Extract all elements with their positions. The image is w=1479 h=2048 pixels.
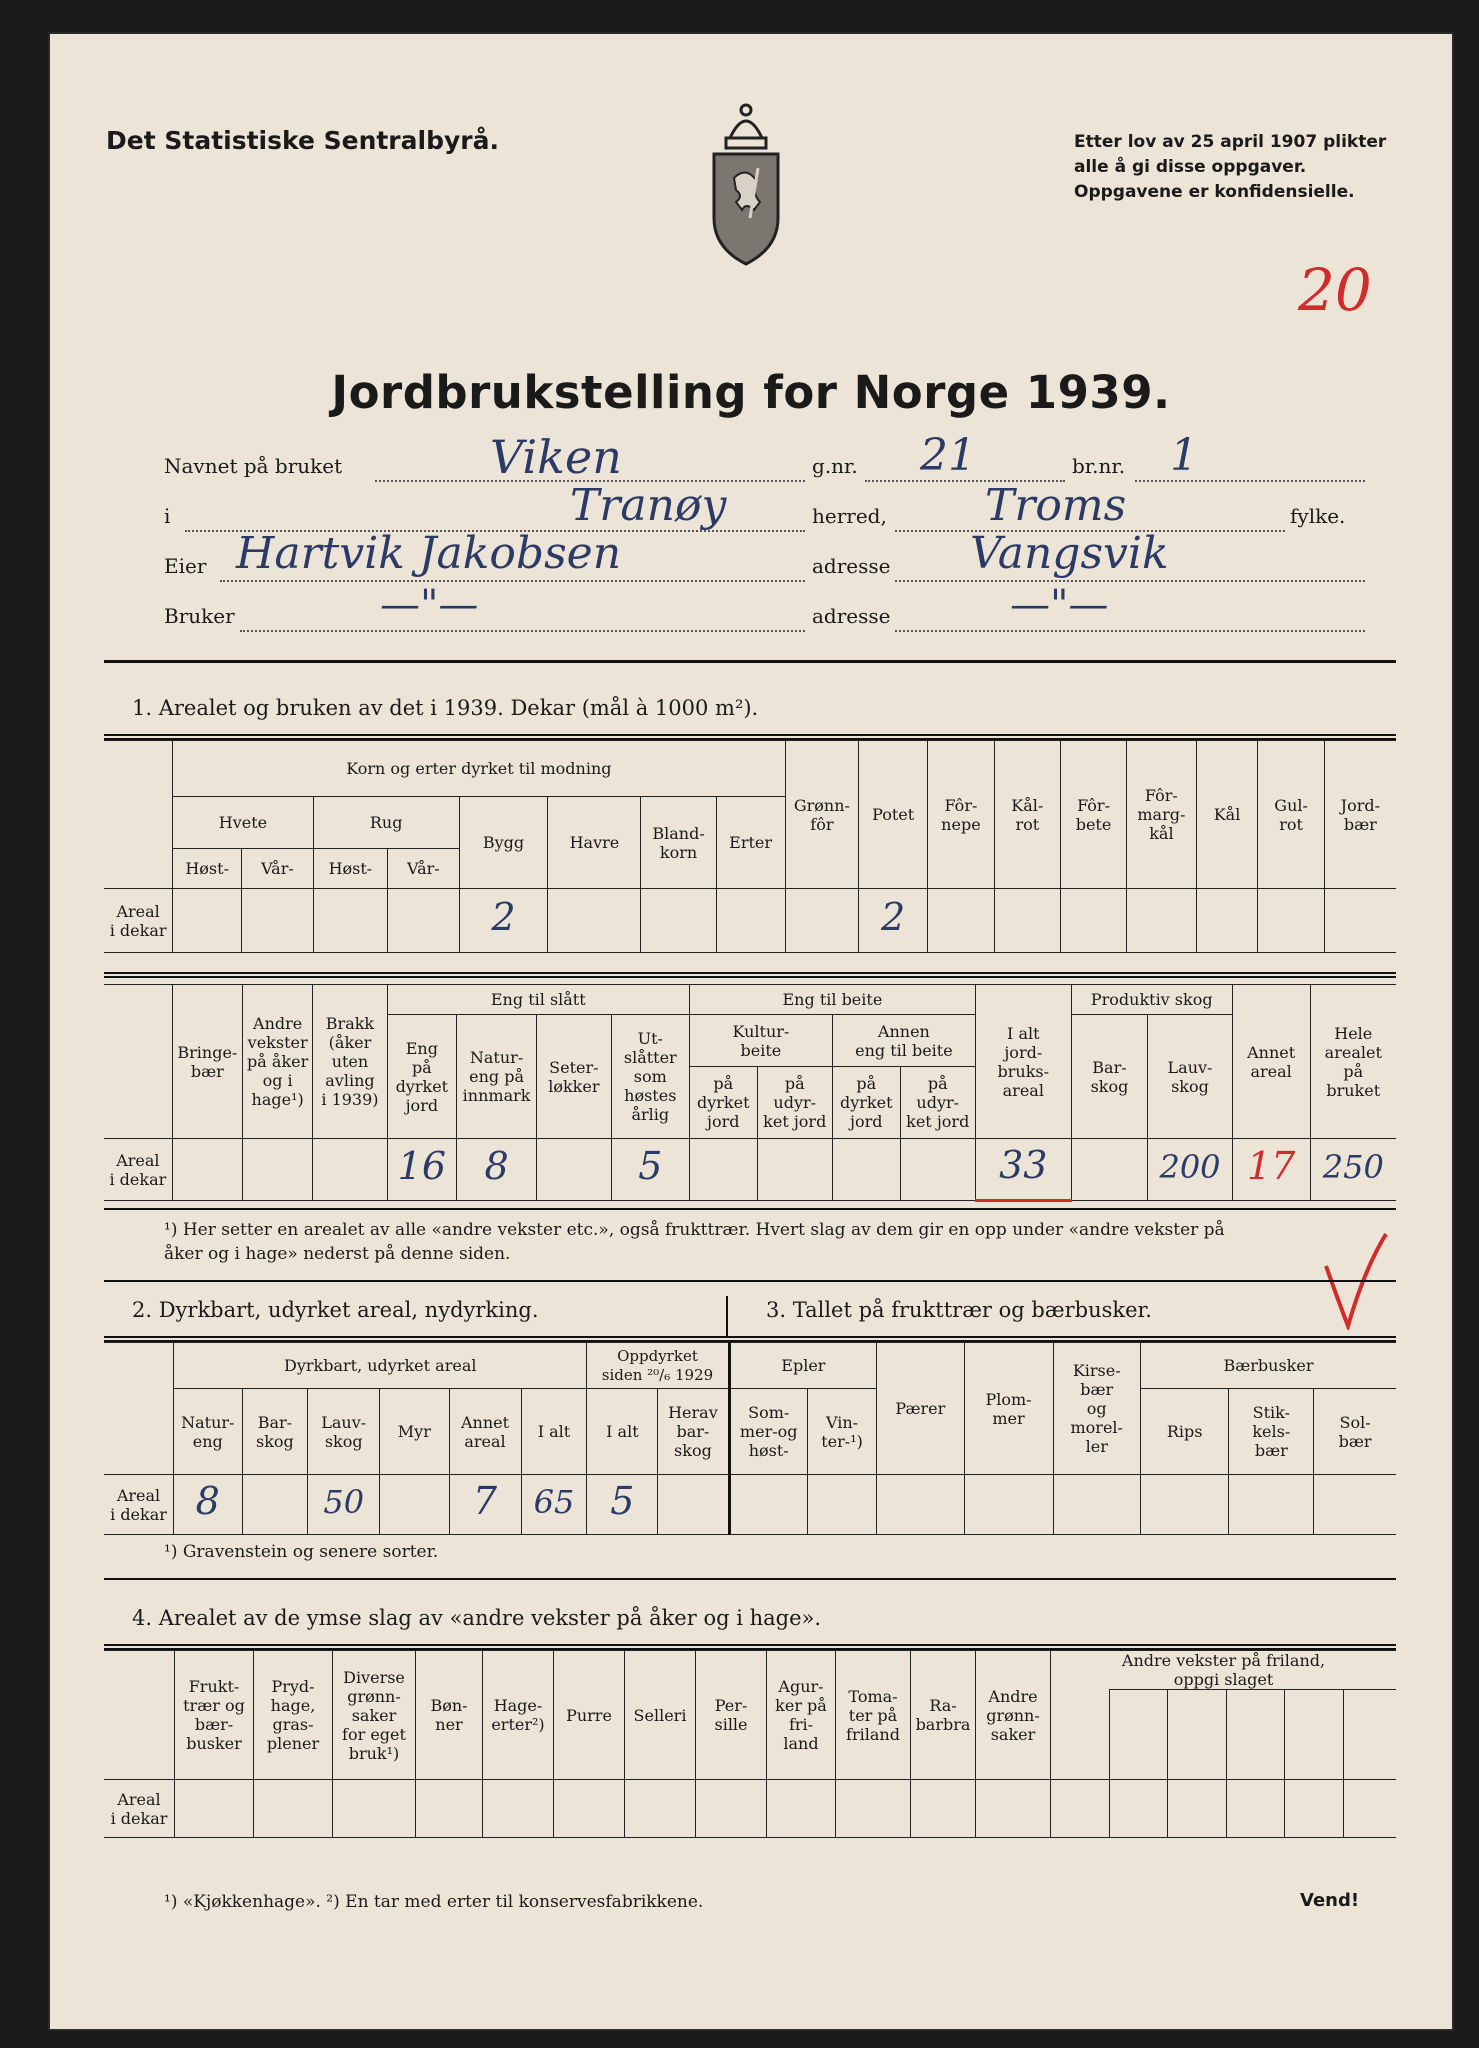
gnr-label: g.nr.	[812, 454, 858, 478]
t4-cell[interactable]	[1168, 1780, 1227, 1838]
header-divider	[104, 660, 1396, 663]
t2-annen-eng: Annen eng til beite	[832, 1015, 975, 1067]
t1-rug-host: Høst-	[313, 849, 387, 889]
t2-seterlokker: Seter- løkker	[537, 1015, 612, 1139]
t2-cell[interactable]	[313, 1139, 387, 1201]
t4-cell[interactable]	[1343, 1780, 1396, 1838]
eier-value[interactable]: Hartvik Jakobsen	[236, 528, 622, 579]
i-label: i	[164, 504, 171, 528]
t1-cell[interactable]	[388, 889, 460, 953]
t4-col-persille: Per- sille	[696, 1651, 767, 1780]
dyrkbart-naturgeng-value: 8	[195, 1478, 220, 1523]
t3-col-barskog: Bar- skog	[242, 1389, 308, 1475]
brnr-value[interactable]: 1	[1170, 430, 1198, 481]
section-divider	[726, 1296, 728, 1336]
confidentiality-notice	[1074, 130, 1386, 205]
t4-col-rabarbra: Ra- barbra	[911, 1651, 976, 1780]
t4-cell[interactable]	[976, 1780, 1051, 1838]
t1-cell[interactable]	[1196, 889, 1258, 953]
t4-cell[interactable]	[836, 1780, 911, 1838]
t1-korn-group: Korn og erter dyrket til modning	[173, 741, 785, 797]
notice-line-2: alle å gi disse oppgaver.	[1074, 157, 1307, 177]
eng-dyrket-value: 16	[397, 1143, 447, 1188]
t4-cell[interactable]	[1285, 1780, 1344, 1838]
section1-footnote: ¹) Her setter en arealet av alle «andre vekster etc.», også frukttrær. Hvert slag av dem gir en opp under «andre vekster på	[164, 1220, 1225, 1240]
t4-cell[interactable]	[175, 1780, 254, 1838]
bruker-line	[240, 630, 805, 632]
t2-cell-hele[interactable]	[1310, 1139, 1396, 1201]
navnet-value[interactable]: Viken	[490, 430, 622, 484]
t1-rug: Rug	[313, 797, 459, 849]
t3-cell[interactable]	[1314, 1475, 1396, 1535]
t4-col-agurker: Agur- ker på fri- land	[767, 1651, 836, 1780]
t4-friland-slot[interactable]	[1226, 1690, 1285, 1780]
t3-cell-herav[interactable]	[658, 1475, 729, 1535]
t2-row-label: Areal i dekar	[104, 1139, 172, 1201]
t3-row-label: Areal i dekar	[104, 1475, 174, 1535]
brnr-label: br.nr.	[1072, 454, 1126, 478]
t4-cell[interactable]	[767, 1780, 836, 1838]
t3-cell[interactable]	[964, 1475, 1053, 1535]
t2-cell-i-alt[interactable]	[975, 1139, 1071, 1201]
t2-cell[interactable]	[689, 1139, 757, 1201]
t3-col-i-alt: I alt	[521, 1389, 587, 1475]
i-alt-value: 33	[999, 1143, 1048, 1187]
dyrkbart-lauvskog-value: 50	[323, 1482, 365, 1521]
section2-heading: 2. Dyrkbart, udyrket areal, nydyrking.	[132, 1298, 539, 1322]
t1-blandkorn: Bland- korn	[641, 797, 716, 889]
table-crop-areas	[104, 740, 1396, 953]
bruker-value[interactable]: —"—	[380, 582, 479, 628]
t3-col-vinter: Vin- ter-¹)	[807, 1389, 876, 1475]
t2-utslatter: Ut- slåtter som høstes årlig	[611, 1015, 689, 1139]
t2-cell[interactable]	[537, 1139, 612, 1201]
section2-footnote: ¹) Gravenstein og senere sorter.	[164, 1542, 439, 1562]
t3-cell[interactable]	[1140, 1475, 1228, 1535]
form-title: Jordbrukstelling for Norge 1939.	[331, 366, 1171, 419]
t3-col-rips: Rips	[1140, 1389, 1228, 1475]
t1-col-formargkal: Fôr- marg- kål	[1127, 741, 1196, 889]
t3-cell[interactable]	[807, 1475, 876, 1535]
t3-cell-lauvskog[interactable]	[308, 1475, 380, 1535]
t3-cell-annet[interactable]	[449, 1475, 521, 1535]
t1-cell[interactable]	[1060, 889, 1126, 953]
t4-cell[interactable]	[911, 1780, 976, 1838]
t2-bringebaer: Bringe- bær	[172, 985, 242, 1139]
herred-label: herred,	[812, 504, 887, 528]
t3-oppdyrket: Oppdyrket siden ²⁰/₆ 1929	[587, 1343, 729, 1389]
t4-friland-slot[interactable]	[1109, 1690, 1168, 1780]
t3-dyrkbart: Dyrkbart, udyrket areal	[174, 1343, 587, 1389]
t4-cell[interactable]	[416, 1780, 483, 1838]
t2-eng-beite: Eng til beite	[689, 985, 975, 1015]
t1-cell-potet[interactable]	[859, 889, 928, 953]
t2-cell[interactable]	[172, 1139, 242, 1201]
t4-andre-friland: Andre vekster på friland, oppgi slaget	[1051, 1651, 1397, 1690]
t4-col-hageerter: Hage- erter²)	[483, 1651, 554, 1780]
i-value[interactable]: Tranøy	[570, 480, 727, 531]
t4-col-prydhage: Pryd- hage, gras- plener	[254, 1651, 333, 1780]
section4-footnote: ¹) «Kjøkkenhage». ²) En tar med erter til konservesfabrikkene.	[164, 1892, 704, 1912]
t4-cell[interactable]	[254, 1780, 333, 1838]
t2-cell[interactable]	[900, 1139, 975, 1201]
t1-cell[interactable]	[1258, 889, 1324, 953]
t4-col-diverse: Diverse grønn- saker for eget bruk¹)	[333, 1651, 416, 1780]
t3-cell-barskog[interactable]	[242, 1475, 308, 1535]
t2-brakk: Brakk (åker uten avling i 1939)	[313, 985, 387, 1139]
t1-havre: Havre	[548, 797, 641, 889]
section1-footnote-2: åker og i hage» nederst på denne siden.	[164, 1244, 511, 1264]
t4-friland-slot[interactable]	[1168, 1690, 1227, 1780]
t2-cell-annet[interactable]	[1232, 1139, 1310, 1201]
t2-kultur-udyrket: på udyr- ket jord	[757, 1067, 832, 1139]
naturgeng-value: 8	[484, 1143, 509, 1188]
eier-label: Eier	[164, 554, 207, 578]
agency-name: Det Statistiske Sentralbyrå.	[106, 126, 499, 155]
t4-cell[interactable]	[554, 1780, 625, 1838]
t1-cell[interactable]	[716, 889, 785, 953]
t1-blank-corner	[104, 741, 173, 889]
t1-cell[interactable]	[1127, 889, 1196, 953]
t4-cell[interactable]	[1051, 1780, 1110, 1838]
t4-col-selleri: Selleri	[625, 1651, 696, 1780]
herred-value[interactable]: Troms	[985, 480, 1127, 531]
t2-kulturbeite: Kultur- beite	[689, 1015, 832, 1067]
annet-value: 17	[1246, 1143, 1296, 1188]
t2-barskog: Bar- skog	[1071, 1015, 1148, 1139]
t1-cell[interactable]	[313, 889, 387, 953]
t1-col-kalrot: Kål- rot	[994, 741, 1060, 889]
notice-line-1: Etter lov av 25 april 1907 plikter	[1074, 132, 1387, 152]
t1-cell[interactable]	[1324, 889, 1396, 953]
t2-blank-corner	[104, 985, 172, 1139]
t1-cell[interactable]	[242, 889, 314, 953]
section2-top-rule	[104, 1280, 1396, 1282]
t2-naturgeng: Natur- eng på innmark	[457, 1015, 537, 1139]
t3-cell[interactable]	[1229, 1475, 1314, 1535]
t3-paerer: Pærer	[877, 1343, 964, 1475]
table2-top-rule	[104, 972, 1396, 978]
t3-plommer: Plom- mer	[964, 1343, 1053, 1475]
t4-cell[interactable]	[696, 1780, 767, 1838]
bruker-adresse-line	[895, 630, 1365, 632]
navnet-label: Navnet på bruket	[164, 454, 343, 478]
t4-friland-slot[interactable]	[1343, 1690, 1396, 1780]
t3-col-myr: Myr	[380, 1389, 449, 1475]
t3-col-herav-barskog: Herav bar- skog	[658, 1389, 729, 1475]
t2-eng-dyrket: Eng på dyrket jord	[387, 1015, 456, 1139]
t2-cell[interactable]	[243, 1139, 313, 1201]
t3-cell[interactable]	[1053, 1475, 1140, 1535]
t4-cell[interactable]	[1109, 1780, 1168, 1838]
t3-col-annet: Annet areal	[449, 1389, 521, 1475]
t3-cell[interactable]	[729, 1475, 807, 1535]
table-cultivable-fruit	[104, 1342, 1396, 1535]
t2-cell[interactable]	[757, 1139, 832, 1201]
t1-bygg: Bygg	[459, 797, 548, 889]
t3-blank-corner	[104, 1343, 174, 1475]
t2-eng-slatt: Eng til slått	[387, 985, 689, 1015]
t1-hvete-host: Høst-	[173, 849, 242, 889]
t3-baerbusker: Bærbusker	[1140, 1343, 1396, 1389]
lauvskog-value: 200	[1159, 1147, 1221, 1186]
t3-cell-myr[interactable]	[380, 1475, 449, 1535]
fylke-label: fylke.	[1290, 504, 1346, 528]
t2-hele-arealet: Hele arealet på bruket	[1310, 985, 1396, 1139]
t3-col-naturgeng: Natur- eng	[174, 1389, 242, 1475]
t3-cell-i-alt[interactable]	[521, 1475, 587, 1535]
t3-cell-naturgeng[interactable]	[174, 1475, 242, 1535]
t4-friland-slot[interactable]	[1285, 1690, 1344, 1780]
norwegian-coat-of-arms-icon	[700, 98, 792, 268]
t2-cell-eng-dyrket[interactable]	[387, 1139, 456, 1201]
t1-erter: Erter	[716, 797, 785, 889]
t4-cell[interactable]	[625, 1780, 696, 1838]
eier-adresse-label: adresse	[812, 554, 891, 578]
t1-col-gronnfor: Grønn- fôr	[785, 741, 859, 889]
dyrkbart-i-alt-value: 65	[533, 1482, 575, 1521]
t4-row-label: Areal i dekar	[104, 1780, 175, 1838]
t1-hvete: Hvete	[173, 797, 314, 849]
t1-rug-var: Vår-	[388, 849, 460, 889]
t3-epler: Epler	[729, 1343, 877, 1389]
t1-col-fornepe: Fôr- nepe	[928, 741, 995, 889]
hele-value: 250	[1322, 1147, 1384, 1186]
t4-blank-corner	[104, 1651, 175, 1780]
t2-kultur-dyrket: på dyrket jord	[689, 1067, 757, 1139]
potet-value: 2	[881, 894, 906, 939]
table-other-crops	[104, 1650, 1396, 1838]
eier-adresse-value[interactable]: Vangsvik	[970, 528, 1169, 579]
t2-cell[interactable]	[1071, 1139, 1148, 1201]
t2-cell-lauvskog[interactable]	[1148, 1139, 1233, 1201]
t1-cell-bygg[interactable]	[459, 889, 548, 953]
t3-col-stikkelsbaer: Stik- kels- bær	[1229, 1389, 1314, 1475]
t3-col-solbaer: Sol- bær	[1314, 1389, 1396, 1475]
vend-instruction: Vend!	[1300, 1890, 1360, 1911]
t2-andre-vekster: Andre vekster på åker og i hage¹)	[243, 985, 313, 1139]
t3-kirsebaer: Kirse- bær og morel- ler	[1053, 1343, 1140, 1475]
section4-top-rule	[104, 1578, 1396, 1580]
section1-bottom-rule	[104, 1208, 1396, 1210]
t1-col-forbete: Fôr- bete	[1060, 741, 1126, 889]
t3-cell[interactable]	[877, 1475, 964, 1535]
t1-cell[interactable]	[173, 889, 242, 953]
t1-col-gulrot: Gul- rot	[1258, 741, 1324, 889]
t4-cell[interactable]	[1226, 1780, 1285, 1838]
dyrkbart-annet-value: 7	[472, 1478, 498, 1523]
t1-cell[interactable]	[785, 889, 859, 953]
t2-cell-naturgeng[interactable]	[457, 1139, 537, 1201]
t2-annet-areal: Annet areal	[1232, 985, 1310, 1139]
bruker-label: Bruker	[164, 604, 235, 628]
eier-line	[220, 580, 805, 582]
corner-handwritten-mark: 20	[1298, 256, 1372, 324]
t1-cell[interactable]	[994, 889, 1060, 953]
section3-heading: 3. Tallet på frukttrær og bærbusker.	[766, 1298, 1152, 1322]
section4-heading: 4. Arealet av de ymse slag av «andre vekster på åker og i hage».	[132, 1606, 822, 1630]
t3-cell-oppdyrket[interactable]	[587, 1475, 658, 1535]
t1-col-potet: Potet	[859, 741, 928, 889]
section1-heading: 1. Arealet og bruken av det i 1939. Dekar (mål à 1000 m²).	[132, 696, 759, 720]
bygg-value: 2	[491, 894, 516, 939]
t2-cell[interactable]	[832, 1139, 900, 1201]
notice-line-3: Oppgavene er konfidensielle.	[1074, 182, 1355, 202]
utslatter-value: 5	[638, 1143, 663, 1188]
t2-produktiv-skog: Produktiv skog	[1071, 985, 1232, 1015]
table-land-use	[104, 984, 1396, 1202]
t2-cell-utslatter[interactable]	[611, 1139, 689, 1201]
t2-i-alt: I alt jord- bruks- areal	[975, 985, 1071, 1139]
t4-cell[interactable]	[483, 1780, 554, 1838]
t1-cell[interactable]	[641, 889, 716, 953]
census-form-page	[50, 34, 1452, 2029]
t1-cell[interactable]	[548, 889, 641, 953]
t4-col-tomater: Toma- ter på friland	[836, 1651, 911, 1780]
t3-col-sommer: Som- mer-og høst-	[729, 1389, 807, 1475]
t2-lauvskog: Lauv- skog	[1148, 1015, 1233, 1139]
oppdyrket-i-alt-value: 5	[610, 1478, 635, 1523]
t3-col-lauvskog: Lauv- skog	[308, 1389, 380, 1475]
t1-col-jordbaer: Jord- bær	[1324, 741, 1396, 889]
bruker-adresse-value[interactable]: —"—	[1010, 582, 1109, 628]
t3-col-oppdyrket-i-alt: I alt	[587, 1389, 658, 1475]
gnr-value[interactable]: 21	[920, 430, 976, 481]
t2-annen-udyrket: på udyr- ket jord	[900, 1067, 975, 1139]
t4-friland-slot[interactable]	[1051, 1690, 1110, 1780]
bruker-adresse-label: adresse	[812, 604, 891, 628]
t2-annen-dyrket: på dyrket jord	[832, 1067, 900, 1139]
t4-cell[interactable]	[333, 1780, 416, 1838]
t4-col-purre: Purre	[554, 1651, 625, 1780]
t4-col-andre-gronnsaker: Andre grønn- saker	[976, 1651, 1051, 1780]
t1-hvete-var: Vår-	[242, 849, 314, 889]
t4-col-bonner: Bøn- ner	[416, 1651, 483, 1780]
t1-cell[interactable]	[928, 889, 995, 953]
t1-row-label: Areal i dekar	[104, 889, 173, 953]
t4-col-frukttraer: Frukt- trær og bær- busker	[175, 1651, 254, 1780]
eier-adresse-line	[895, 580, 1365, 582]
t1-col-kal: Kål	[1196, 741, 1258, 889]
